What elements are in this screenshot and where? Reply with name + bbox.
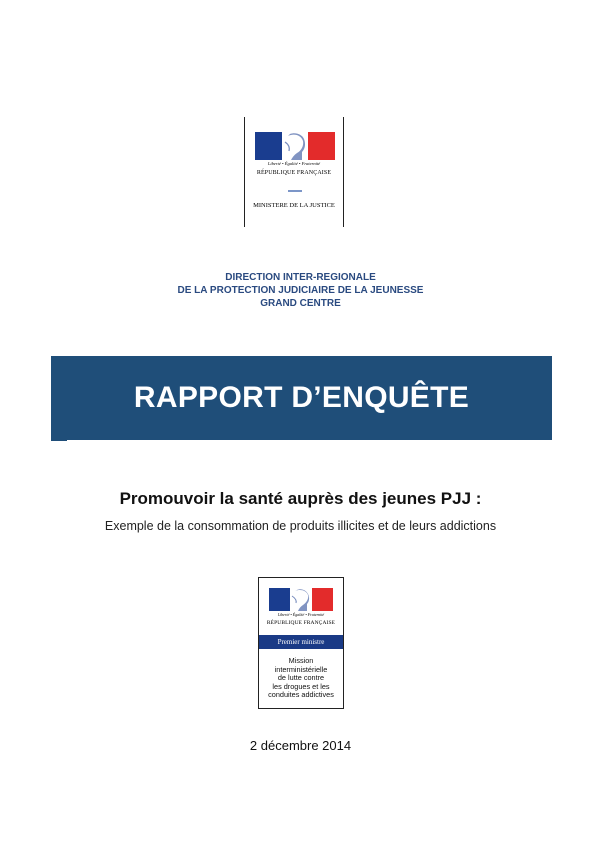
premier-ministre-logo	[258, 577, 344, 709]
banner-underline-mark	[51, 440, 67, 441]
logo-divider	[288, 190, 302, 192]
republic-motto: Liberté • Égalité • Fraternité	[267, 161, 321, 166]
report-date: 2 décembre 2014	[249, 738, 352, 753]
mission-line: Mission	[288, 656, 314, 665]
marianne-profile-icon	[290, 588, 312, 611]
republique-francaise-label: RÉPUBLIQUE FRANÇAISE	[266, 620, 336, 626]
premier-ministre-bar: Premier ministre	[259, 635, 343, 649]
ministry-name: MINISTERE DE LA JUSTICE	[253, 202, 335, 209]
french-flag-icon	[269, 588, 333, 611]
mission-line: les drogues et les	[272, 681, 330, 691]
direction-line-2: DE LA PROTECTION JUDICIAIRE DE LA JEUNESSE	[177, 285, 424, 296]
report-title: RAPPORT D’ENQUÊTE	[133, 381, 470, 414]
marianne-profile-icon	[282, 132, 308, 160]
mission-line: interministérielle	[274, 664, 328, 674]
report-banner	[51, 356, 552, 440]
direction-line-3: GRAND CENTRE	[260, 298, 341, 309]
direction-heading	[0, 271, 601, 310]
report-subject-title: Promouvoir la santé auprès des jeunes PJJ :	[119, 489, 482, 508]
report-subject-subtitle: Exemple de la consommation de produits illicites et de leurs addictions	[104, 519, 497, 533]
direction-line-1: DIRECTION INTER-REGIONALE	[225, 272, 376, 283]
french-flag-icon	[255, 132, 335, 160]
ministry-of-justice-logo	[244, 117, 344, 227]
mission-line: de lutte contre	[277, 673, 325, 683]
mission-line: conduites addictives	[268, 690, 334, 700]
republic-motto: Liberté • Égalité • Fraternité	[277, 612, 325, 617]
mission-text	[259, 657, 343, 700]
republique-francaise-label: RÉPUBLIQUE FRANÇAISE	[256, 170, 332, 176]
